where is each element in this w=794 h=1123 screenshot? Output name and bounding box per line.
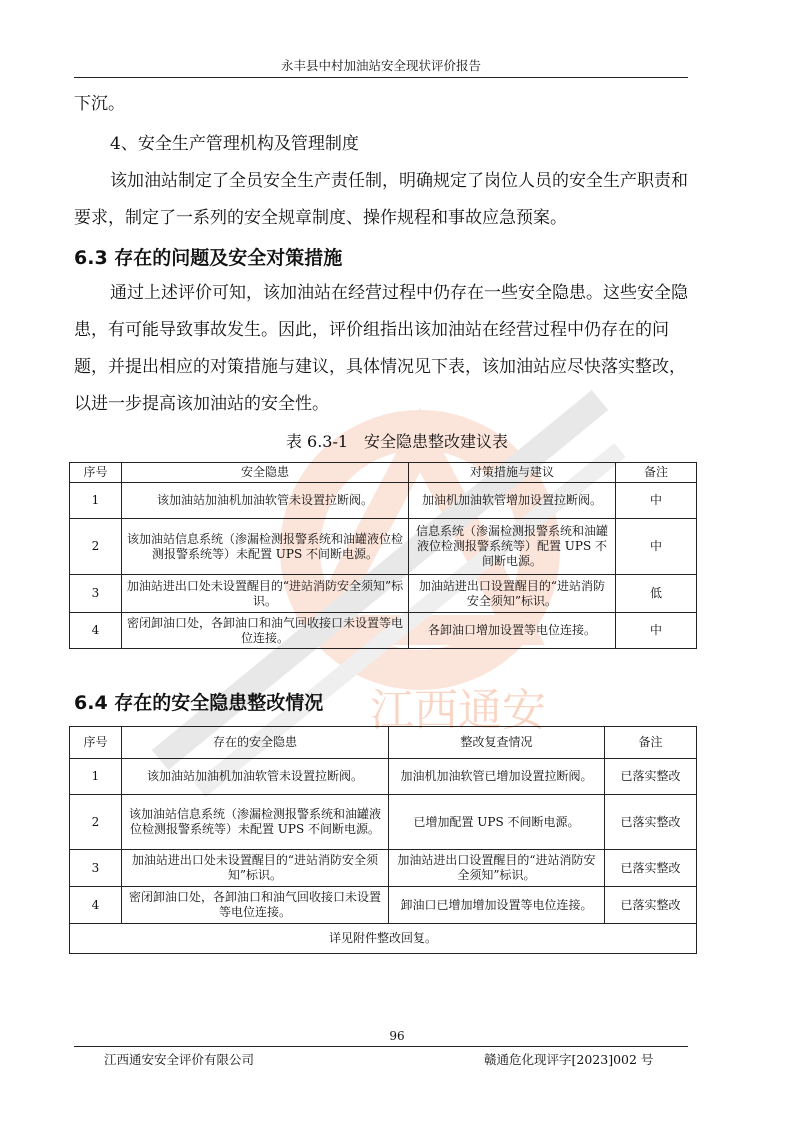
section-6-3-title: 6.3 存在的问题及安全对策措施 — [74, 247, 343, 269]
rectification-status-table — [69, 726, 697, 954]
table-cell: 各卸油口增加设置等电位连接。 — [409, 613, 616, 649]
table-row — [70, 519, 697, 575]
item4-heading: 4、安全生产管理机构及管理制度 — [110, 134, 359, 154]
table-row — [70, 795, 697, 850]
section-6-4-title: 6.4 存在的安全隐患整改情况 — [74, 692, 324, 714]
table-cell: 信息系统（渗漏检测报警系统和油罐液位检测报警系统等）配置 UPS 不间断电源。 — [409, 519, 616, 575]
table-cell: 2 — [70, 519, 122, 575]
table-cell: 中 — [616, 613, 697, 649]
table-row — [70, 887, 697, 924]
table-row — [70, 759, 697, 795]
table-row — [70, 850, 697, 887]
table-cell: 该加油站信息系统（渗漏检测报警系统和油罐液位检测报警系统等）未配置 UPS 不间断电源。 — [122, 795, 389, 850]
table-cell: 加油站进出口处未设置醒目的“进站消防安全须知”标识。 — [122, 575, 409, 613]
table-cell: 已落实整改 — [605, 795, 697, 850]
table-cell: 4 — [70, 887, 122, 924]
footer-company: 江西通安安全评价有限公司 — [104, 1052, 255, 1067]
table-header-cell: 安全隐患 — [122, 463, 409, 483]
hazard-suggestion-table — [69, 462, 697, 649]
header-divider — [74, 77, 688, 78]
table-cell: 1 — [70, 483, 122, 519]
table-cell: 4 — [70, 613, 122, 649]
section-6-3-paragraph: 通过上述评价可知，该加油站在经营过程中仍存在一些安全隐患。这些安全隐患，有可能导致事故发生。因此，评价组指出该加油站在经营过程中仍存在的问题，并提出相应的对策措施与建议，具体情况见下表，该加油站应尽快落实整改，以进一步提高该加油站的安全性。 — [74, 283, 688, 414]
table-cell: 加油站进出口设置醒目的“进站消防安全须知”标识。 — [389, 850, 605, 887]
table-header-cell: 整改复查情况 — [389, 727, 605, 759]
table-cell: 该加油站加油机加油软管未设置拉断阀。 — [122, 759, 389, 795]
page-header: 永丰县中村加油站安全现状评价报告 — [280, 58, 481, 73]
table-header-cell: 存在的安全隐患 — [122, 727, 389, 759]
table-cell: 加油站进出口设置醒目的“进站消防安全须知”标识。 — [409, 575, 616, 613]
table-cell: 加油站进出口处未设置醒目的“进站消防安全须知”标识。 — [122, 850, 389, 887]
table-cell: 密闭卸油口处，各卸油口和油气回收接口未设置等电位连接。 — [122, 613, 409, 649]
table-cell: 1 — [70, 759, 122, 795]
footer-divider — [74, 1046, 688, 1047]
item4-paragraph: 该加油站制定了全员安全生产责任制，明确规定了岗位人员的安全生产职责和要求，制定了一系列的安全规章制度、操作规程和事故应急预案。 — [74, 171, 688, 228]
table-row — [70, 575, 697, 613]
table-cell: 3 — [70, 575, 122, 613]
table-cell: 已增加配置 UPS 不间断电源。 — [389, 795, 605, 850]
table-cell: 该加油站信息系统（渗漏检测报警系统和油罐液位检测报警系统等）未配置 UPS 不间断电源。 — [122, 519, 409, 575]
table-header-cell: 序号 — [70, 727, 122, 759]
continuation-text: 下沉。 — [74, 94, 125, 114]
table-cell: 低 — [616, 575, 697, 613]
table-cell: 该加油站加油机加油软管未设置拉断阀。 — [122, 483, 409, 519]
table-cell: 已落实整改 — [605, 887, 697, 924]
page-number: 96 — [389, 1029, 405, 1043]
table-cell: 已落实整改 — [605, 850, 697, 887]
table-header-cell: 对策措施与建议 — [409, 463, 616, 483]
table-header-cell: 备注 — [605, 727, 697, 759]
table-cell: 加油机加油软管已增加设置拉断阀。 — [389, 759, 605, 795]
table-row — [70, 483, 697, 519]
table1-caption: 表 6.3-1 安全隐患整改建议表 — [285, 432, 509, 451]
footer-doc-number: 赣通危化现评字[2023]002 号 — [484, 1052, 654, 1067]
table-cell: 加油机加油软管增加设置拉断阀。 — [409, 483, 616, 519]
table-cell: 3 — [70, 850, 122, 887]
table-note-row — [70, 924, 697, 954]
table-cell: 已落实整改 — [605, 759, 697, 795]
table-cell: 卸油口已增加增加设置等电位连接。 — [389, 887, 605, 924]
watermark-text: 江西通安 — [370, 685, 546, 736]
table-cell: 密闭卸油口处，各卸油口和油气回收接口未设置等电位连接。 — [122, 887, 389, 924]
table-header-row — [70, 727, 697, 759]
table-cell: 2 — [70, 795, 122, 850]
table-header-row — [70, 463, 697, 483]
table-cell: 中 — [616, 483, 697, 519]
table-row — [70, 613, 697, 649]
table-header-cell: 序号 — [70, 463, 122, 483]
table-header-cell: 备注 — [616, 463, 697, 483]
table-note: 详见附件整改回复。 — [70, 924, 697, 954]
table-cell: 中 — [616, 519, 697, 575]
